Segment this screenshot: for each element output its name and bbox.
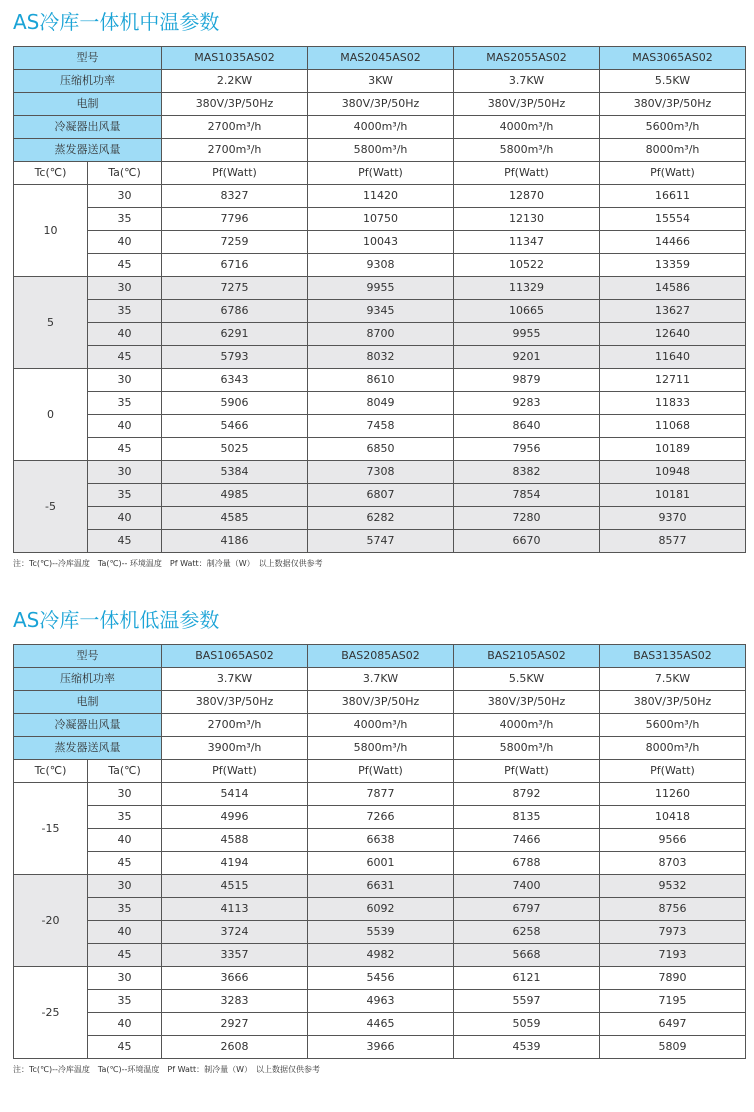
ta-cell: 30	[88, 967, 162, 990]
spec-value: 3.7KW	[162, 668, 308, 691]
pf-cell: 4465	[308, 1013, 454, 1036]
spec-row	[14, 139, 746, 162]
spec-value: MAS2055AS02	[454, 47, 600, 70]
pf-cell: 5809	[600, 1036, 746, 1059]
column-header: Tc(℃)	[14, 760, 88, 783]
spec-value: 3900m³/h	[162, 737, 308, 760]
spec-value: 4000m³/h	[308, 714, 454, 737]
pf-cell: 11329	[454, 277, 600, 300]
pf-cell: 4588	[162, 829, 308, 852]
pf-cell: 7195	[600, 990, 746, 1013]
pf-cell: 5456	[308, 967, 454, 990]
ta-cell: 45	[88, 1036, 162, 1059]
footnote: 注：Tc(℃)--冷库温度 Ta(℃)--环境温度 Pf Watt：制冷量（W） 以上数据仅供参考	[13, 1065, 321, 1074]
spec-value: 380V/3P/50Hz	[162, 691, 308, 714]
ta-cell: 30	[88, 185, 162, 208]
column-header: Pf(Watt)	[162, 162, 308, 185]
pf-cell: 11640	[600, 346, 746, 369]
table-row	[14, 415, 746, 438]
pf-cell: 5059	[454, 1013, 600, 1036]
ta-cell: 40	[88, 829, 162, 852]
pf-cell: 9955	[454, 323, 600, 346]
ta-cell: 40	[88, 921, 162, 944]
pf-cell: 10750	[308, 208, 454, 231]
pf-cell: 6807	[308, 484, 454, 507]
spec-row	[14, 668, 746, 691]
pf-cell: 4996	[162, 806, 308, 829]
spec-label: 冷凝器出风量	[14, 116, 162, 139]
ta-cell: 40	[88, 1013, 162, 1036]
spec-row	[14, 47, 746, 70]
pf-cell: 4963	[308, 990, 454, 1013]
table-row	[14, 507, 746, 530]
table-row	[14, 1013, 746, 1036]
pf-cell: 7890	[600, 967, 746, 990]
table-row	[14, 254, 746, 277]
column-header: Ta(℃)	[88, 162, 162, 185]
pf-cell: 8135	[454, 806, 600, 829]
spec-row	[14, 70, 746, 93]
table-row	[14, 967, 746, 990]
pf-cell: 5025	[162, 438, 308, 461]
pf-cell: 4585	[162, 507, 308, 530]
spec-value: 380V/3P/50Hz	[454, 93, 600, 116]
pf-cell: 5747	[308, 530, 454, 553]
spec-value: 5.5KW	[454, 668, 600, 691]
spec-value: 5600m³/h	[600, 714, 746, 737]
table-row	[14, 944, 746, 967]
pf-cell: 3666	[162, 967, 308, 990]
pf-cell: 11420	[308, 185, 454, 208]
spec-label: 型号	[14, 47, 162, 70]
spec-value: 3.7KW	[308, 668, 454, 691]
ta-cell: 35	[88, 392, 162, 415]
table-row	[14, 921, 746, 944]
table-row	[14, 346, 746, 369]
pf-cell: 4982	[308, 944, 454, 967]
pf-cell: 11833	[600, 392, 746, 415]
spec-value: 5.5KW	[600, 70, 746, 93]
spec-value: 380V/3P/50Hz	[600, 93, 746, 116]
ta-cell: 30	[88, 875, 162, 898]
pf-cell: 14586	[600, 277, 746, 300]
pf-cell: 3966	[308, 1036, 454, 1059]
ta-cell: 30	[88, 461, 162, 484]
spec-label: 电制	[14, 691, 162, 714]
pf-cell: 8640	[454, 415, 600, 438]
spec-value: 5800m³/h	[308, 737, 454, 760]
table-row	[14, 852, 746, 875]
pf-cell: 6788	[454, 852, 600, 875]
pf-cell: 7973	[600, 921, 746, 944]
low-temp-section	[13, 598, 745, 1081]
table-row	[14, 484, 746, 507]
pf-cell: 7308	[308, 461, 454, 484]
spec-label: 电制	[14, 93, 162, 116]
spec-value: 5800m³/h	[454, 139, 600, 162]
pf-cell: 7877	[308, 783, 454, 806]
pf-cell: 6786	[162, 300, 308, 323]
pf-cell: 6121	[454, 967, 600, 990]
pf-cell: 6001	[308, 852, 454, 875]
ta-cell: 35	[88, 208, 162, 231]
pf-cell: 6850	[308, 438, 454, 461]
spec-value: 2700m³/h	[162, 116, 308, 139]
tc-cell: 5	[14, 277, 88, 369]
ta-cell: 45	[88, 530, 162, 553]
pf-cell: 5384	[162, 461, 308, 484]
pf-cell: 4194	[162, 852, 308, 875]
ta-cell: 45	[88, 254, 162, 277]
pf-cell: 9308	[308, 254, 454, 277]
column-header: Pf(Watt)	[162, 760, 308, 783]
pf-cell: 12711	[600, 369, 746, 392]
pf-cell: 11068	[600, 415, 746, 438]
pf-cell: 12130	[454, 208, 600, 231]
ta-cell: 45	[88, 346, 162, 369]
ta-cell: 40	[88, 231, 162, 254]
pf-cell: 7266	[308, 806, 454, 829]
pf-cell: 8756	[600, 898, 746, 921]
pf-cell: 4539	[454, 1036, 600, 1059]
spec-label: 蒸发器送风量	[14, 139, 162, 162]
pf-cell: 8382	[454, 461, 600, 484]
spec-value: BAS2105AS02	[454, 645, 600, 668]
pf-cell: 6670	[454, 530, 600, 553]
table-row	[14, 208, 746, 231]
table-row	[14, 990, 746, 1013]
pf-cell: 10522	[454, 254, 600, 277]
spec-label: 压缩机功率	[14, 70, 162, 93]
ta-cell: 35	[88, 300, 162, 323]
column-header: Pf(Watt)	[308, 162, 454, 185]
table-row	[14, 829, 746, 852]
table-row	[14, 231, 746, 254]
pf-cell: 2608	[162, 1036, 308, 1059]
table-row	[14, 898, 746, 921]
column-header: Pf(Watt)	[600, 760, 746, 783]
pf-cell: 7796	[162, 208, 308, 231]
table-row	[14, 875, 746, 898]
ta-cell: 45	[88, 438, 162, 461]
spec-value: 7.5KW	[600, 668, 746, 691]
spec-label: 压缩机功率	[14, 668, 162, 691]
pf-cell: 6797	[454, 898, 600, 921]
spec-value: 4000m³/h	[454, 116, 600, 139]
spec-row	[14, 737, 746, 760]
column-header: Pf(Watt)	[454, 760, 600, 783]
ta-cell: 30	[88, 277, 162, 300]
tc-cell: -5	[14, 461, 88, 553]
spec-value: 4000m³/h	[454, 714, 600, 737]
spec-value: 3.7KW	[454, 70, 600, 93]
spec-value: 2700m³/h	[162, 139, 308, 162]
tc-cell: -25	[14, 967, 88, 1059]
pf-cell: 12870	[454, 185, 600, 208]
pf-cell: 10181	[600, 484, 746, 507]
spec-value: 3KW	[308, 70, 454, 93]
spec-row	[14, 645, 746, 668]
ta-cell: 30	[88, 783, 162, 806]
spec-value: 380V/3P/50Hz	[308, 691, 454, 714]
pf-cell: 14466	[600, 231, 746, 254]
spec-value: 8000m³/h	[600, 139, 746, 162]
pf-cell: 9879	[454, 369, 600, 392]
pf-cell: 8327	[162, 185, 308, 208]
spec-row	[14, 116, 746, 139]
pf-cell: 5466	[162, 415, 308, 438]
pf-cell: 5793	[162, 346, 308, 369]
pf-cell: 9201	[454, 346, 600, 369]
medium-temp-table	[13, 46, 746, 553]
pf-cell: 6258	[454, 921, 600, 944]
pf-cell: 6631	[308, 875, 454, 898]
pf-cell: 7280	[454, 507, 600, 530]
column-header-row	[14, 162, 746, 185]
pf-cell: 4186	[162, 530, 308, 553]
pf-cell: 8032	[308, 346, 454, 369]
column-header-row	[14, 760, 746, 783]
spec-value: BAS1065AS02	[162, 645, 308, 668]
pf-cell: 5906	[162, 392, 308, 415]
pf-cell: 7458	[308, 415, 454, 438]
pf-cell: 5539	[308, 921, 454, 944]
table-row	[14, 1036, 746, 1059]
spec-value: 380V/3P/50Hz	[162, 93, 308, 116]
table-row	[14, 806, 746, 829]
medium-temp-section	[13, 0, 745, 575]
pf-cell: 6638	[308, 829, 454, 852]
ta-cell: 35	[88, 806, 162, 829]
spec-value: 5600m³/h	[600, 116, 746, 139]
tc-cell: -20	[14, 875, 88, 967]
pf-cell: 5414	[162, 783, 308, 806]
pf-cell: 6716	[162, 254, 308, 277]
pf-cell: 8700	[308, 323, 454, 346]
pf-cell: 8577	[600, 530, 746, 553]
spec-value: MAS1035AS02	[162, 47, 308, 70]
spec-value: 2.2KW	[162, 70, 308, 93]
column-header: Tc(℃)	[14, 162, 88, 185]
low-temp-table	[13, 644, 746, 1059]
table-row	[14, 323, 746, 346]
pf-cell: 4113	[162, 898, 308, 921]
spec-row	[14, 93, 746, 116]
pf-cell: 12640	[600, 323, 746, 346]
pf-cell: 4515	[162, 875, 308, 898]
ta-cell: 40	[88, 323, 162, 346]
pf-cell: 8792	[454, 783, 600, 806]
ta-cell: 45	[88, 852, 162, 875]
table-row	[14, 369, 746, 392]
pf-cell: 5597	[454, 990, 600, 1013]
ta-cell: 40	[88, 415, 162, 438]
table-row	[14, 185, 746, 208]
pf-cell: 2927	[162, 1013, 308, 1036]
pf-cell: 7275	[162, 277, 308, 300]
pf-cell: 13359	[600, 254, 746, 277]
pf-cell: 15554	[600, 208, 746, 231]
footnote: 注：Tc(℃)--冷库温度 Ta(℃)-- 环境温度 Pf Watt：制冷量（W） 以上数据仅供参考	[13, 559, 323, 568]
column-header: Pf(Watt)	[454, 162, 600, 185]
pf-cell: 9283	[454, 392, 600, 415]
spec-label: 冷凝器出风量	[14, 714, 162, 737]
pf-cell: 10418	[600, 806, 746, 829]
ta-cell: 35	[88, 990, 162, 1013]
pf-cell: 11260	[600, 783, 746, 806]
tc-cell: -15	[14, 783, 88, 875]
spec-row	[14, 714, 746, 737]
ta-cell: 40	[88, 507, 162, 530]
pf-cell: 6282	[308, 507, 454, 530]
spec-value: 380V/3P/50Hz	[308, 93, 454, 116]
pf-cell: 3283	[162, 990, 308, 1013]
spec-value: 4000m³/h	[308, 116, 454, 139]
spec-value: 5800m³/h	[454, 737, 600, 760]
spec-value: 5800m³/h	[308, 139, 454, 162]
spec-value: 380V/3P/50Hz	[600, 691, 746, 714]
table-row	[14, 300, 746, 323]
pf-cell: 10189	[600, 438, 746, 461]
spec-value: BAS2085AS02	[308, 645, 454, 668]
pf-cell: 9345	[308, 300, 454, 323]
column-header: Ta(℃)	[88, 760, 162, 783]
pf-cell: 7259	[162, 231, 308, 254]
section-title: AS冷库一体机中温参数	[13, 10, 220, 34]
spec-label: 型号	[14, 645, 162, 668]
pf-cell: 7854	[454, 484, 600, 507]
pf-cell: 8049	[308, 392, 454, 415]
pf-cell: 9370	[600, 507, 746, 530]
pf-cell: 8610	[308, 369, 454, 392]
section-title: AS冷库一体机低温参数	[13, 608, 220, 632]
pf-cell: 7193	[600, 944, 746, 967]
ta-cell: 45	[88, 944, 162, 967]
table-row	[14, 277, 746, 300]
pf-cell: 6092	[308, 898, 454, 921]
spec-value: MAS2045AS02	[308, 47, 454, 70]
pf-cell: 7400	[454, 875, 600, 898]
spec-value: MAS3065AS02	[600, 47, 746, 70]
pf-cell: 13627	[600, 300, 746, 323]
ta-cell: 35	[88, 898, 162, 921]
table-row	[14, 530, 746, 553]
pf-cell: 6291	[162, 323, 308, 346]
table-row	[14, 783, 746, 806]
table-row	[14, 438, 746, 461]
pf-cell: 5668	[454, 944, 600, 967]
pf-cell: 9955	[308, 277, 454, 300]
column-header: Pf(Watt)	[600, 162, 746, 185]
pf-cell: 8703	[600, 852, 746, 875]
spec-value: 8000m³/h	[600, 737, 746, 760]
pf-cell: 6497	[600, 1013, 746, 1036]
spec-value: 380V/3P/50Hz	[454, 691, 600, 714]
pf-cell: 4985	[162, 484, 308, 507]
pf-cell: 3357	[162, 944, 308, 967]
spec-label: 蒸发器送风量	[14, 737, 162, 760]
pf-cell: 11347	[454, 231, 600, 254]
tc-cell: 10	[14, 185, 88, 277]
pf-cell: 16611	[600, 185, 746, 208]
spec-value: BAS3135AS02	[600, 645, 746, 668]
spec-value: 2700m³/h	[162, 714, 308, 737]
spec-row	[14, 691, 746, 714]
column-header: Pf(Watt)	[308, 760, 454, 783]
table-row	[14, 392, 746, 415]
pf-cell: 9566	[600, 829, 746, 852]
pf-cell: 3724	[162, 921, 308, 944]
table-row	[14, 461, 746, 484]
pf-cell: 10043	[308, 231, 454, 254]
pf-cell: 10948	[600, 461, 746, 484]
pf-cell: 7956	[454, 438, 600, 461]
ta-cell: 35	[88, 484, 162, 507]
pf-cell: 9532	[600, 875, 746, 898]
pf-cell: 7466	[454, 829, 600, 852]
ta-cell: 30	[88, 369, 162, 392]
pf-cell: 10665	[454, 300, 600, 323]
tc-cell: 0	[14, 369, 88, 461]
pf-cell: 6343	[162, 369, 308, 392]
